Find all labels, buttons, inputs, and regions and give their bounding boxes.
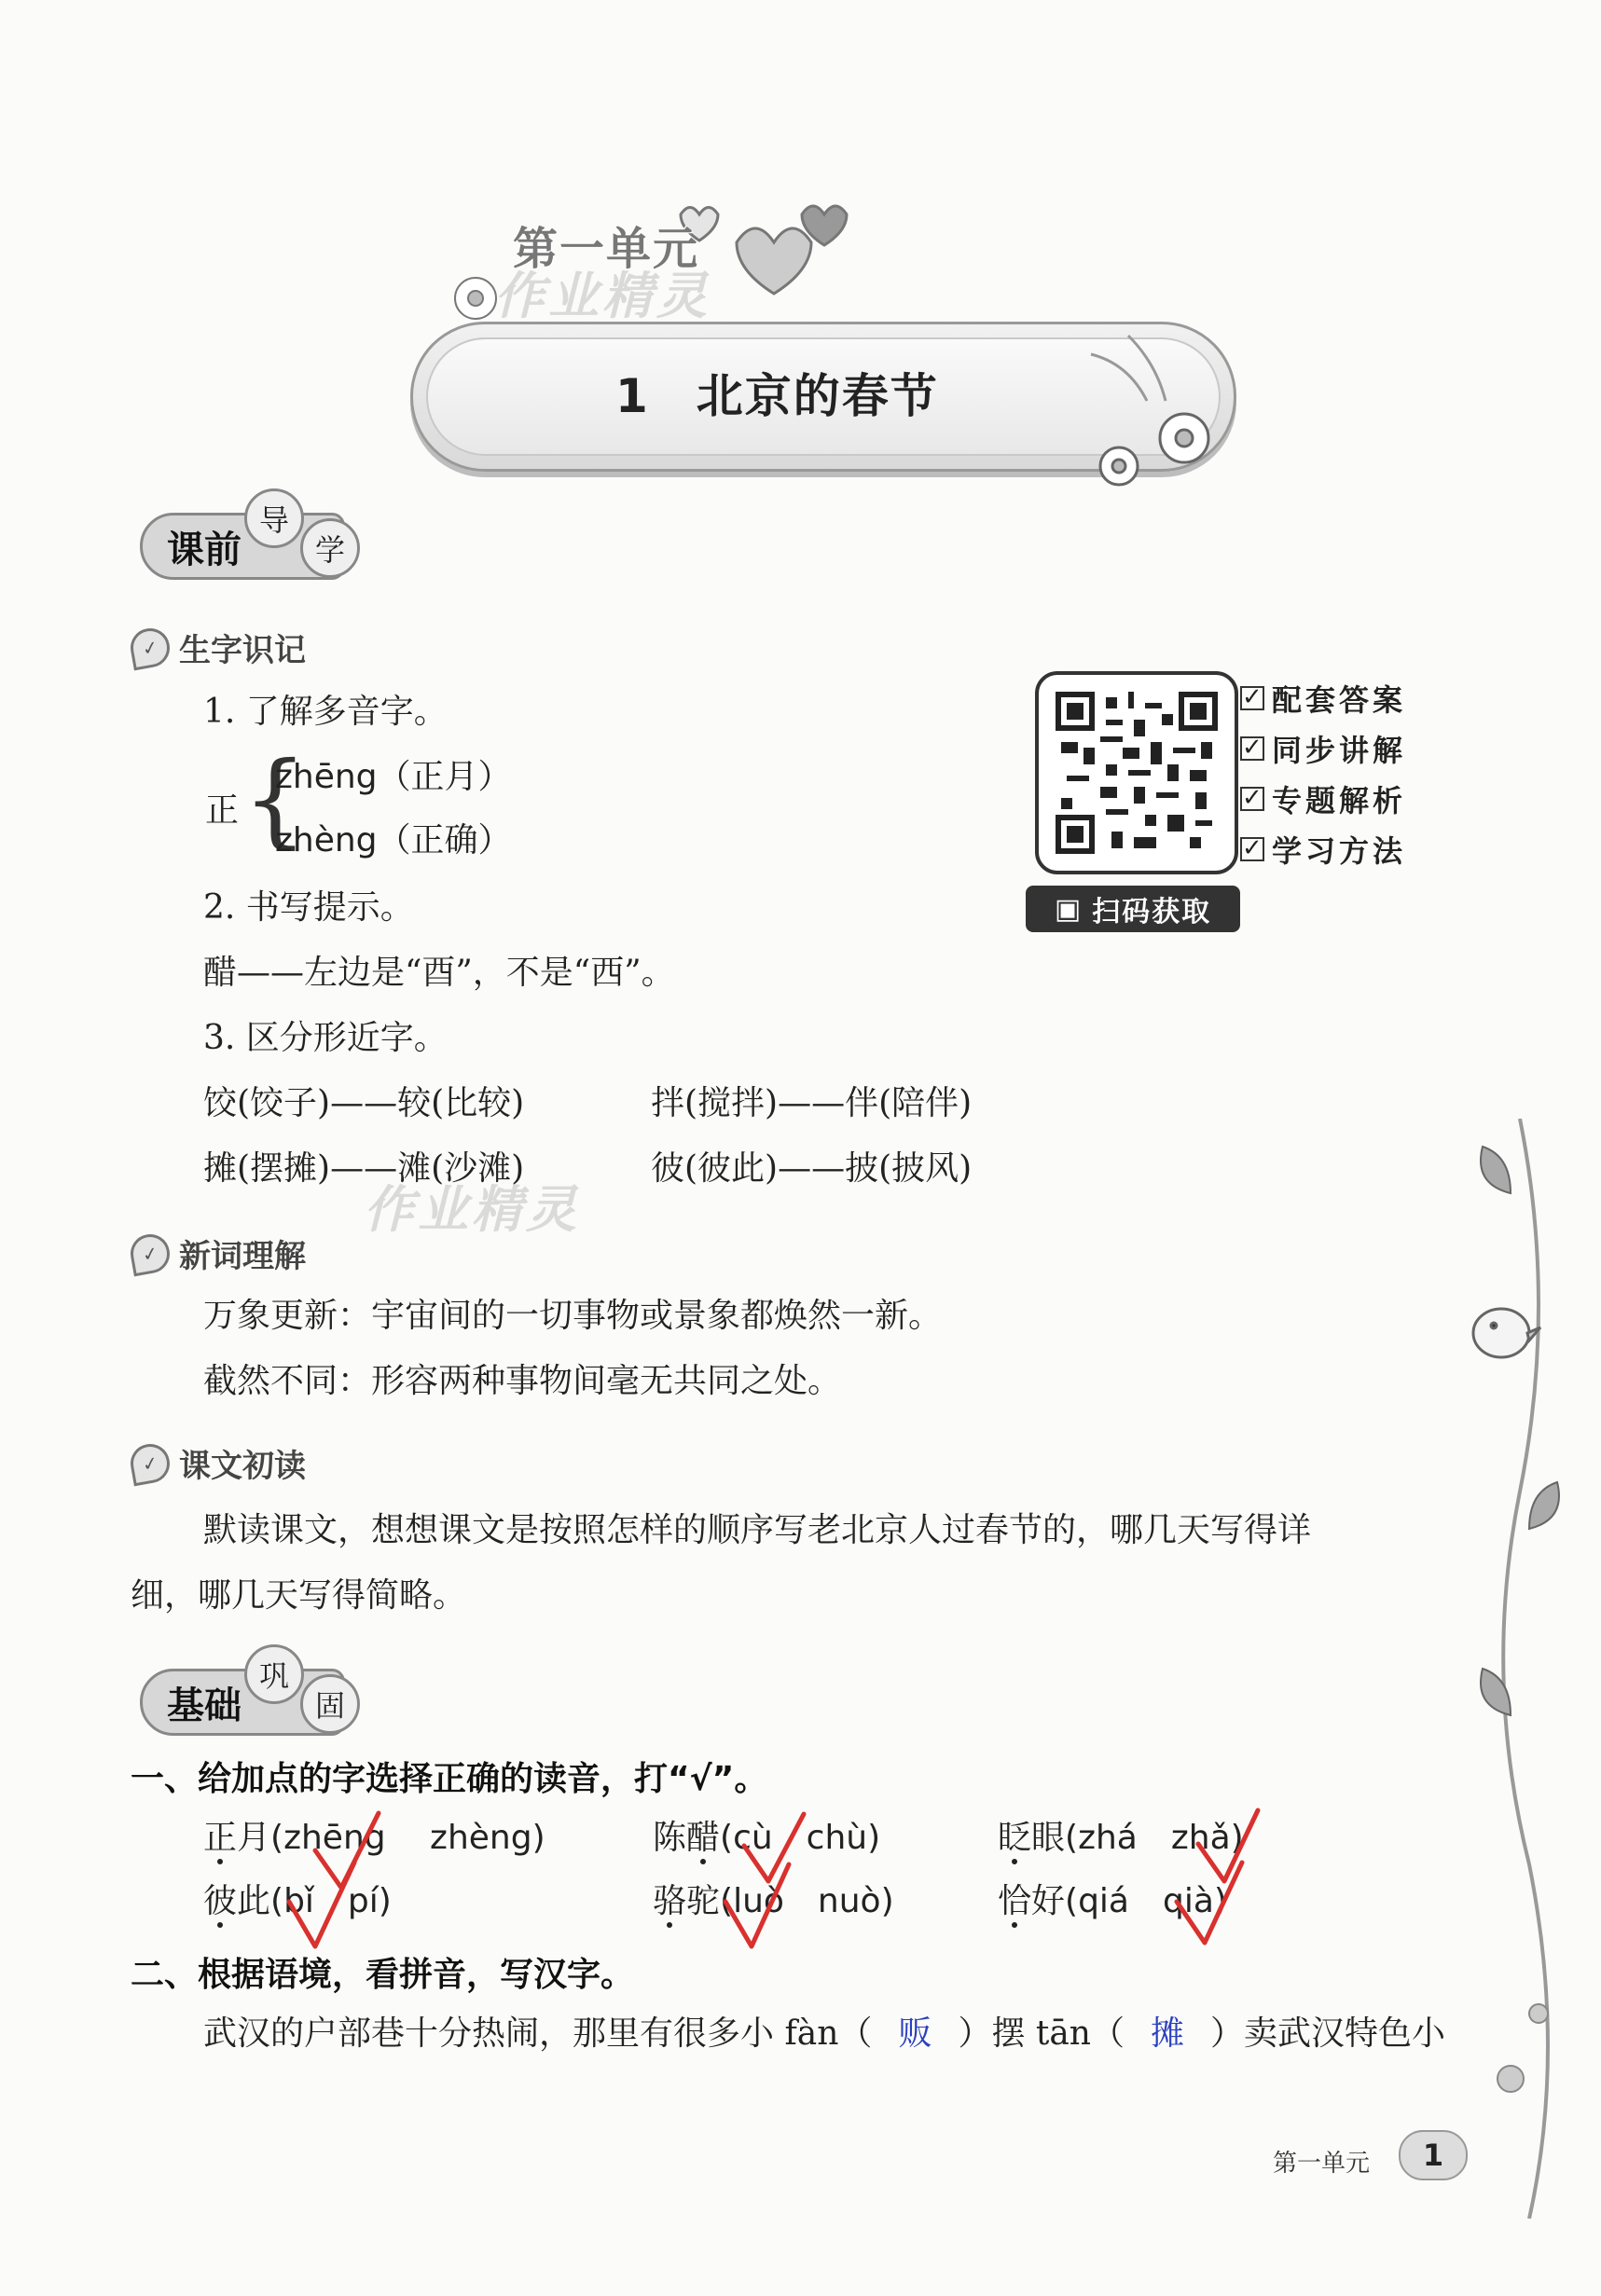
q1-options: (qiá qià): [1065, 1882, 1227, 1920]
checkbox-icon: ✓: [1242, 734, 1266, 762]
section-tag-main: 基础: [167, 1684, 242, 1727]
checkbox-icon: ✓: [1242, 834, 1266, 862]
page-number: 1: [1399, 2130, 1468, 2180]
leaf-icon: ✓: [128, 1440, 173, 1486]
check-mark-icon: [744, 1814, 804, 1881]
section-tag-char-1: 导: [244, 488, 304, 548]
lesson-title-text: 北京的春节: [696, 369, 939, 423]
q1-options: (zhēng zhèng): [270, 1819, 545, 1857]
dotted-char: 骆: [653, 1882, 687, 1920]
unit-label: 第一单元: [513, 223, 700, 275]
subhead-xinci-text: 新词理解: [179, 1238, 306, 1275]
q1-item: 眨眼(zhá zhǎ): [998, 1819, 1244, 1857]
dotted-char: 正: [203, 1819, 238, 1857]
item3-title: 3. 区分形近字。: [203, 1019, 448, 1057]
qr-item-analysis-text: 专题解析: [1272, 783, 1407, 818]
xinci-line-1: 万象更新：宇宙间的一切事物或景象都焕然一新。: [203, 1297, 943, 1335]
vine-decoration: [1455, 1119, 1594, 2219]
kewen-line-1: 默读课文，想想课文是按照怎样的顺序写老北京人过春节的，哪几天写得详: [203, 1511, 1312, 1549]
lesson-number: 1: [615, 369, 650, 423]
q2-text-a: 武汉的户部巷十分热闹，那里有很多小 fàn（: [203, 2014, 873, 2053]
q1-options: (zhá zhǎ): [1065, 1819, 1244, 1857]
section-tag-main: 课前: [167, 528, 242, 571]
check-mark-icon: [725, 1864, 789, 1946]
similar-pair-1a: 饺(饺子)——较(比较): [203, 1084, 525, 1122]
pron-2: zhèng（正确）: [275, 821, 512, 859]
subhead-kewen-text: 课文初读: [179, 1448, 306, 1485]
kewen-line-2: 细，哪几天写得简略。: [131, 1576, 467, 1615]
section-tag-char-1: 巩: [244, 1644, 304, 1704]
checkbox-icon: ✓: [1242, 784, 1266, 812]
q1-options: (cù chù): [720, 1819, 881, 1857]
section-tag-char-2: 固: [300, 1674, 360, 1734]
item2-title: 2. 书写提示。: [203, 888, 414, 927]
xinci-line-2: 截然不同：形容两种事物间毫无共同之处。: [203, 1362, 842, 1400]
qr-item-answers-text: 配套答案: [1272, 682, 1407, 718]
item2-text: 醋——左边是“酉”，不是“西”。: [203, 954, 675, 992]
pron-1: zhēng（正月）: [275, 758, 512, 796]
dotted-char: 恰: [998, 1882, 1032, 1920]
q2-text-b: ）摆 tān（: [958, 2014, 1125, 2053]
footer-unit: 第一单元: [1273, 2150, 1371, 2178]
scan-button-label: 扫码获取: [1092, 896, 1212, 928]
section-tag-char-2: 学: [300, 518, 360, 578]
check-mark-icon: [1198, 1810, 1258, 1881]
check-mark-icon: [1177, 1863, 1242, 1943]
q1-item: 恰好(qiá qià): [998, 1882, 1227, 1920]
qr-item-explain-text: 同步讲解: [1272, 733, 1407, 768]
similar-pair-2a: 摊(摆摊)——滩(沙滩): [203, 1149, 525, 1188]
q2-sentence: [203, 2014, 1445, 2054]
q2-answer-2: 摊: [1151, 2014, 1185, 2053]
q1-options: (luò nuò): [720, 1882, 894, 1920]
watermark-top: 作业精灵: [494, 267, 711, 325]
watermark-middle: 作业精灵: [364, 1180, 580, 1239]
brace-icon: {: [242, 739, 308, 859]
q1-item: 正月(zhēng zhèng): [203, 1819, 545, 1857]
dotted-char: 彼: [203, 1882, 238, 1920]
scan-icon: ▣: [1054, 892, 1083, 926]
polyphone-char: 正: [205, 791, 240, 830]
q1-options: (bǐ pí): [270, 1882, 392, 1920]
checkbox-icon: ✓: [1242, 683, 1266, 711]
item1-title: 1. 了解多音字。: [203, 693, 448, 731]
leaf-icon: ✓: [128, 1230, 173, 1276]
q1-item: 彼此(bǐ pí): [203, 1882, 392, 1920]
check-mark-icon: [289, 1863, 354, 1946]
qr-item-method-text: 学习方法: [1272, 833, 1407, 869]
similar-pair-2b: 彼(彼此)——披(披风): [651, 1149, 973, 1188]
question-1-title: 一、给加点的字选择正确的读音，打“√”。: [131, 1760, 768, 1798]
q2-text-c: ）卖武汉特色小: [1210, 2014, 1446, 2053]
question-2-title: 二、根据语境，看拼音，写汉字。: [131, 1956, 635, 1994]
q1-item: 骆驼(luò nuò): [653, 1882, 894, 1920]
dotted-char: 醋: [686, 1819, 721, 1857]
dotted-char: 眨: [998, 1819, 1032, 1857]
similar-pair-1b: 拌(搅拌)——伴(陪伴): [651, 1084, 973, 1122]
leaf-icon: ✓: [128, 625, 173, 670]
q1-item: 陈醋(cù chù): [653, 1819, 881, 1857]
q2-answer-1: 贩: [898, 2014, 932, 2053]
subhead-shengzi-text: 生字识记: [179, 632, 306, 669]
